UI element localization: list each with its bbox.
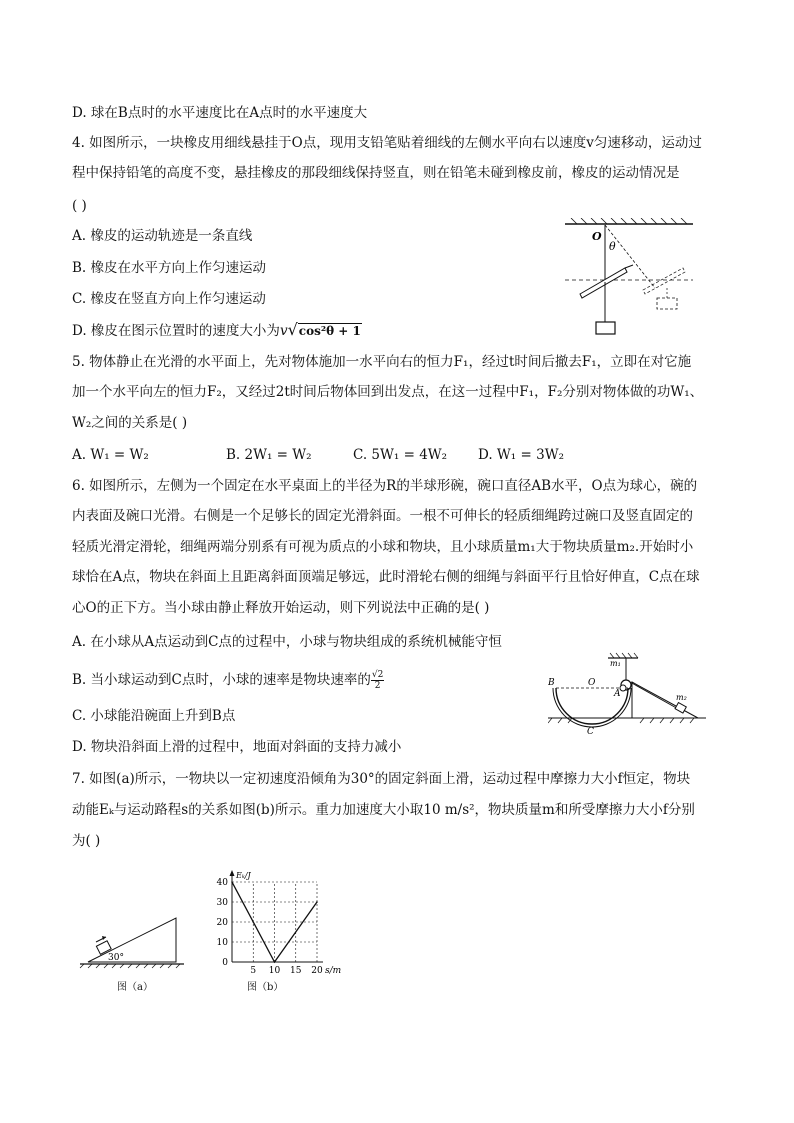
y-tick-label: 20 (216, 918, 228, 928)
q4-option-d-radicand: cos²θ + 1 (298, 324, 361, 338)
q6-stem-line4: 球恰在A点，物块在斜面上且距离斜面顶端足够远，此时滑轮右侧的细绳与斜面平行且恰好伸直，C点在球 (72, 569, 700, 585)
q7-figure-a (78, 908, 188, 988)
point-a-label: A (614, 689, 621, 699)
angle-label: 30° (108, 953, 124, 963)
fraction-numerator: √2 (371, 670, 384, 680)
q4-option-d (72, 320, 362, 341)
q5-stem-line2: 加一个水平向左的恒力F₂，又经过2t时间后物体回到出发点，在这一过程中F₁，F₂分别对物体做的功W₁、 (72, 384, 704, 400)
point-c-label: C (587, 727, 594, 737)
q6-option-a: A. 在小球从A点运动到C点的过程中，小球与物块组成的系统机械能守恒 (72, 634, 502, 650)
q4-option-c: C. 橡皮在竖直方向上作匀速运动 (72, 291, 266, 307)
fraction (371, 670, 384, 691)
q5-option-c: C. 5W₁ = 4W₂ (353, 447, 448, 463)
point-o-label: O (588, 678, 596, 688)
q4-figure (565, 218, 695, 338)
q7-stem-line3: 为( ) (72, 833, 101, 849)
q4-option-d-v: v (279, 323, 288, 339)
q6-stem-line2: 内表面及碗口光滑。右侧是一个足够长的固定光滑斜面。一根不可伸长的轻质细绳跨过碗口及竖直固定的 (72, 508, 693, 524)
sqrt-sign: √ (287, 320, 298, 339)
theta-label: θ (609, 240, 616, 253)
data-point (231, 881, 233, 883)
q4-answer-blank: ( ) (72, 198, 87, 214)
q6-figure (548, 652, 706, 738)
ball-m1 (620, 685, 626, 691)
q4-option-d-text: D. 橡皮在图示位置时的速度大小为 (72, 323, 280, 339)
x-tick-label: 5 (250, 966, 257, 976)
m2-label: m₂ (676, 693, 687, 702)
y-axis-arrow-icon (230, 870, 235, 876)
data-point (316, 901, 318, 903)
eraser-block (596, 322, 615, 334)
q4-option-a: A. 橡皮的运动轨迹是一条直线 (72, 228, 253, 244)
q5-option-a: A. W₁ = W₂ (72, 447, 149, 463)
x-tick-label: 10 (268, 966, 281, 976)
q5-stem-line3: W₂之间的关系是( ) (72, 415, 188, 431)
incline (88, 918, 176, 962)
q4-stem-line1: 4. 如图所示，一块橡皮用细线悬挂于O点，现用支铅笔贴着细线的左侧水平向右以速度v匀速移动，运动过 (72, 135, 702, 151)
m1-label: m₁ (610, 659, 621, 668)
q5-stem-line1: 5. 物体静止在光滑的水平面上，先对物体施加一水平向右的恒力F₁，经过t时间后撤去F₁，立即在对它施 (72, 354, 692, 370)
q7-stem-line2: 动能Eₖ与运动路程s的关系如图(b)所示。重力加速度大小取10 m/s²，物块质量m和所受摩擦力大小f分别 (72, 802, 695, 818)
y-tick-label: 0 (222, 958, 228, 968)
q4-stem-line2: 程中保持铅笔的高度不变，悬挂橡皮的那段细线保持竖直，则在铅笔未碰到橡皮前，橡皮的运动情况是 (72, 165, 680, 181)
eraser-ghost-block (657, 298, 677, 309)
q3-option-d: D. 球在B点时的水平速度比在A点时的水平速度大 (72, 105, 368, 121)
q7-figure-b-chart (204, 868, 350, 976)
data-point (274, 961, 276, 963)
q5-option-d: D. W₁ = 3W₂ (478, 447, 564, 463)
q6-option-c: C. 小球能沿碗面上升到B点 (72, 708, 236, 724)
q4-option-b: B. 橡皮在水平方向上作匀速运动 (72, 260, 267, 276)
q5-option-b: B. 2W₁ = W₂ (226, 447, 312, 463)
figure-b-caption: 图（b） (247, 982, 284, 993)
point-b-label: B (548, 678, 555, 688)
y-tick-label: 30 (216, 898, 228, 908)
q6-option-b (72, 670, 384, 691)
incline (632, 682, 698, 718)
q6-option-d: D. 物块沿斜面上滑的过程中，地面对斜面的支持力减小 (72, 739, 402, 755)
figure-a-caption: 图（a） (117, 982, 153, 993)
q6-option-b-text: B. 当小球运动到C点时，小球的速率是物块速率的 (72, 672, 371, 688)
x-axis-label: s/m (325, 966, 342, 976)
q7-stem-line1: 7. 如图(a)所示，一物块以一定初速度沿倾角为30°的固定斜面上滑，运动过程中摩擦力大小f恒定，物块 (72, 771, 691, 787)
q6-stem-line1: 6. 如图所示，左侧为一个固定在水平桌面上的半径为R的半球形碗，碗口直径AB水平，O点为球心，碗的 (72, 478, 698, 494)
fraction-denominator: 2 (374, 681, 381, 691)
q6-stem-line5: 心O的正下方。当小球由静止释放开始运动，则下列说法中正确的是( ) (72, 600, 490, 616)
y-axis-label: Eₖ/J (236, 871, 251, 880)
point-o-label: O (592, 230, 602, 243)
y-tick-label: 40 (216, 878, 228, 888)
x-tick-label: 20 (311, 966, 323, 976)
x-tick-label: 15 (290, 966, 302, 976)
pencil-icon (580, 265, 633, 298)
y-tick-label: 10 (216, 938, 228, 948)
q6-stem-line3: 轻质光滑定滑轮，细绳两端分别系有可视为质点的小球和物块，且小球质量m₁大于物块质量m₂.开始时小 (72, 539, 694, 555)
